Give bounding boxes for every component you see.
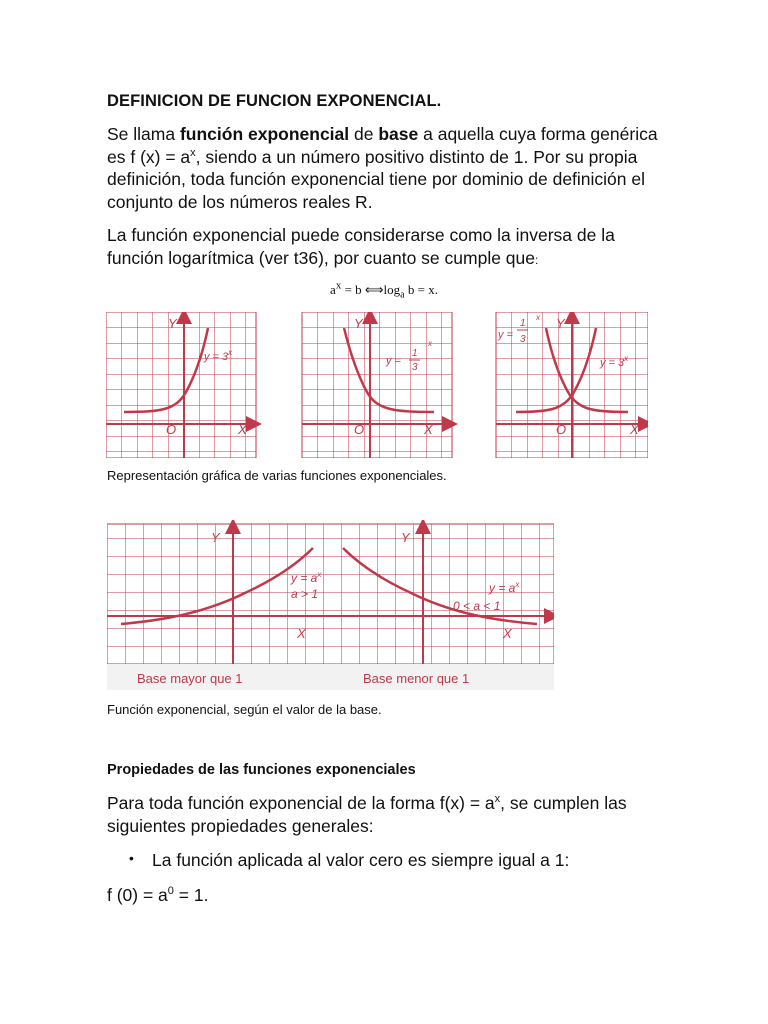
fraction-numerator: 1: [520, 318, 526, 329]
figure-caption-2: Función exponencial, según el valor de la base.: [107, 702, 382, 717]
properties-paragraph: [107, 792, 667, 837]
text-run: Se llama: [107, 124, 180, 144]
left-caption: Base mayor que 1: [137, 671, 243, 686]
axis-x-label: X: [630, 422, 639, 437]
text-run: :: [535, 252, 539, 267]
curve-label-left: y =: [498, 329, 513, 341]
fraction-numerator: 1: [412, 348, 418, 359]
left-curve-label: $y = a^x$: [291, 570, 322, 585]
curve-label: $y = 3^x$: [204, 348, 233, 363]
exponential-graphs-figure: [106, 312, 648, 458]
bullet-marker: •: [129, 850, 134, 866]
f-zero-formula: [107, 885, 208, 906]
figure-caption-1: Representación gráfica de varias funciones exponenciales.: [107, 468, 447, 483]
text-run: Para toda función exponencial de la forma f(x) = a: [107, 793, 495, 813]
axis-y-label: Y: [168, 316, 177, 331]
origin-label: O: [354, 422, 365, 437]
text-run: , se cumplen las siguientes propiedades generales:: [107, 793, 627, 836]
right-curve-label: $y = a^x$: [489, 580, 520, 595]
exponent: x: [536, 313, 540, 322]
bold-term: función exponencial: [179, 124, 350, 144]
bold-term: base: [378, 124, 419, 144]
formula-rest: b = x.: [404, 282, 438, 297]
text-run: , siendo a un número positivo distinto de 1. Por su propia definición, toda función exponencial tiene por dominio de definición el conjunto de los números reales R.: [107, 146, 646, 212]
origin-label: O: [556, 422, 567, 437]
text-run: a aquella cuya forma genérica es f (x) = a: [107, 124, 658, 167]
formula-equals: = b ⟺log: [341, 282, 401, 297]
section-subheading: Propiedades de las funciones exponenciales: [107, 762, 416, 778]
base-comparison-figure: [107, 520, 554, 690]
formula-base: a: [330, 282, 336, 297]
right-caption: Base menor que 1: [363, 671, 470, 686]
bullet-item-1: La función aplicada al valor cero es siempre igual a 1:: [152, 850, 570, 870]
definition-paragraph: [107, 123, 667, 213]
left-condition: a > 1: [291, 587, 319, 601]
graph-panel-2: [302, 312, 452, 458]
axis-x-label: X: [238, 422, 247, 437]
axis-x-label: X: [424, 422, 433, 437]
formula-log-base: a: [400, 289, 405, 301]
axis-y-label: Y: [401, 530, 410, 545]
log-formula: [0, 279, 768, 301]
text-run: La función exponencial puede considerarse como la inversa de la función logarítmica (ver t36), por cuanto se cumple que: [107, 225, 615, 268]
axis-x-label: X: [503, 626, 512, 641]
fraction-denominator: 3: [520, 334, 526, 345]
exponent: x: [428, 339, 432, 348]
axis-x-label: X: [297, 626, 306, 641]
fraction-denominator: 3: [412, 362, 418, 373]
graph-panel-3: [496, 312, 648, 458]
page-title: DEFINICION DE FUNCION EXPONENCIAL.: [107, 92, 442, 110]
curve-label: y =: [386, 355, 401, 367]
text-run: = 1.: [173, 885, 209, 905]
origin-label: O: [166, 422, 177, 437]
axis-y-label: Y: [211, 530, 220, 545]
text-run: de: [349, 124, 379, 144]
axis-y-label: Y: [354, 316, 363, 331]
formula-exponent: x: [335, 279, 342, 292]
superscript: 0: [167, 885, 174, 898]
inverse-paragraph: [107, 224, 667, 271]
text-run: f (0) = a: [107, 885, 168, 905]
graph-panel-1: [106, 312, 256, 458]
superscript: x: [494, 793, 501, 806]
axis-y-label: Y: [556, 316, 565, 331]
superscript: x: [190, 146, 196, 159]
right-condition: 0 < a < 1: [453, 599, 501, 613]
curve-label-right: $y = 3^x$: [600, 354, 629, 369]
